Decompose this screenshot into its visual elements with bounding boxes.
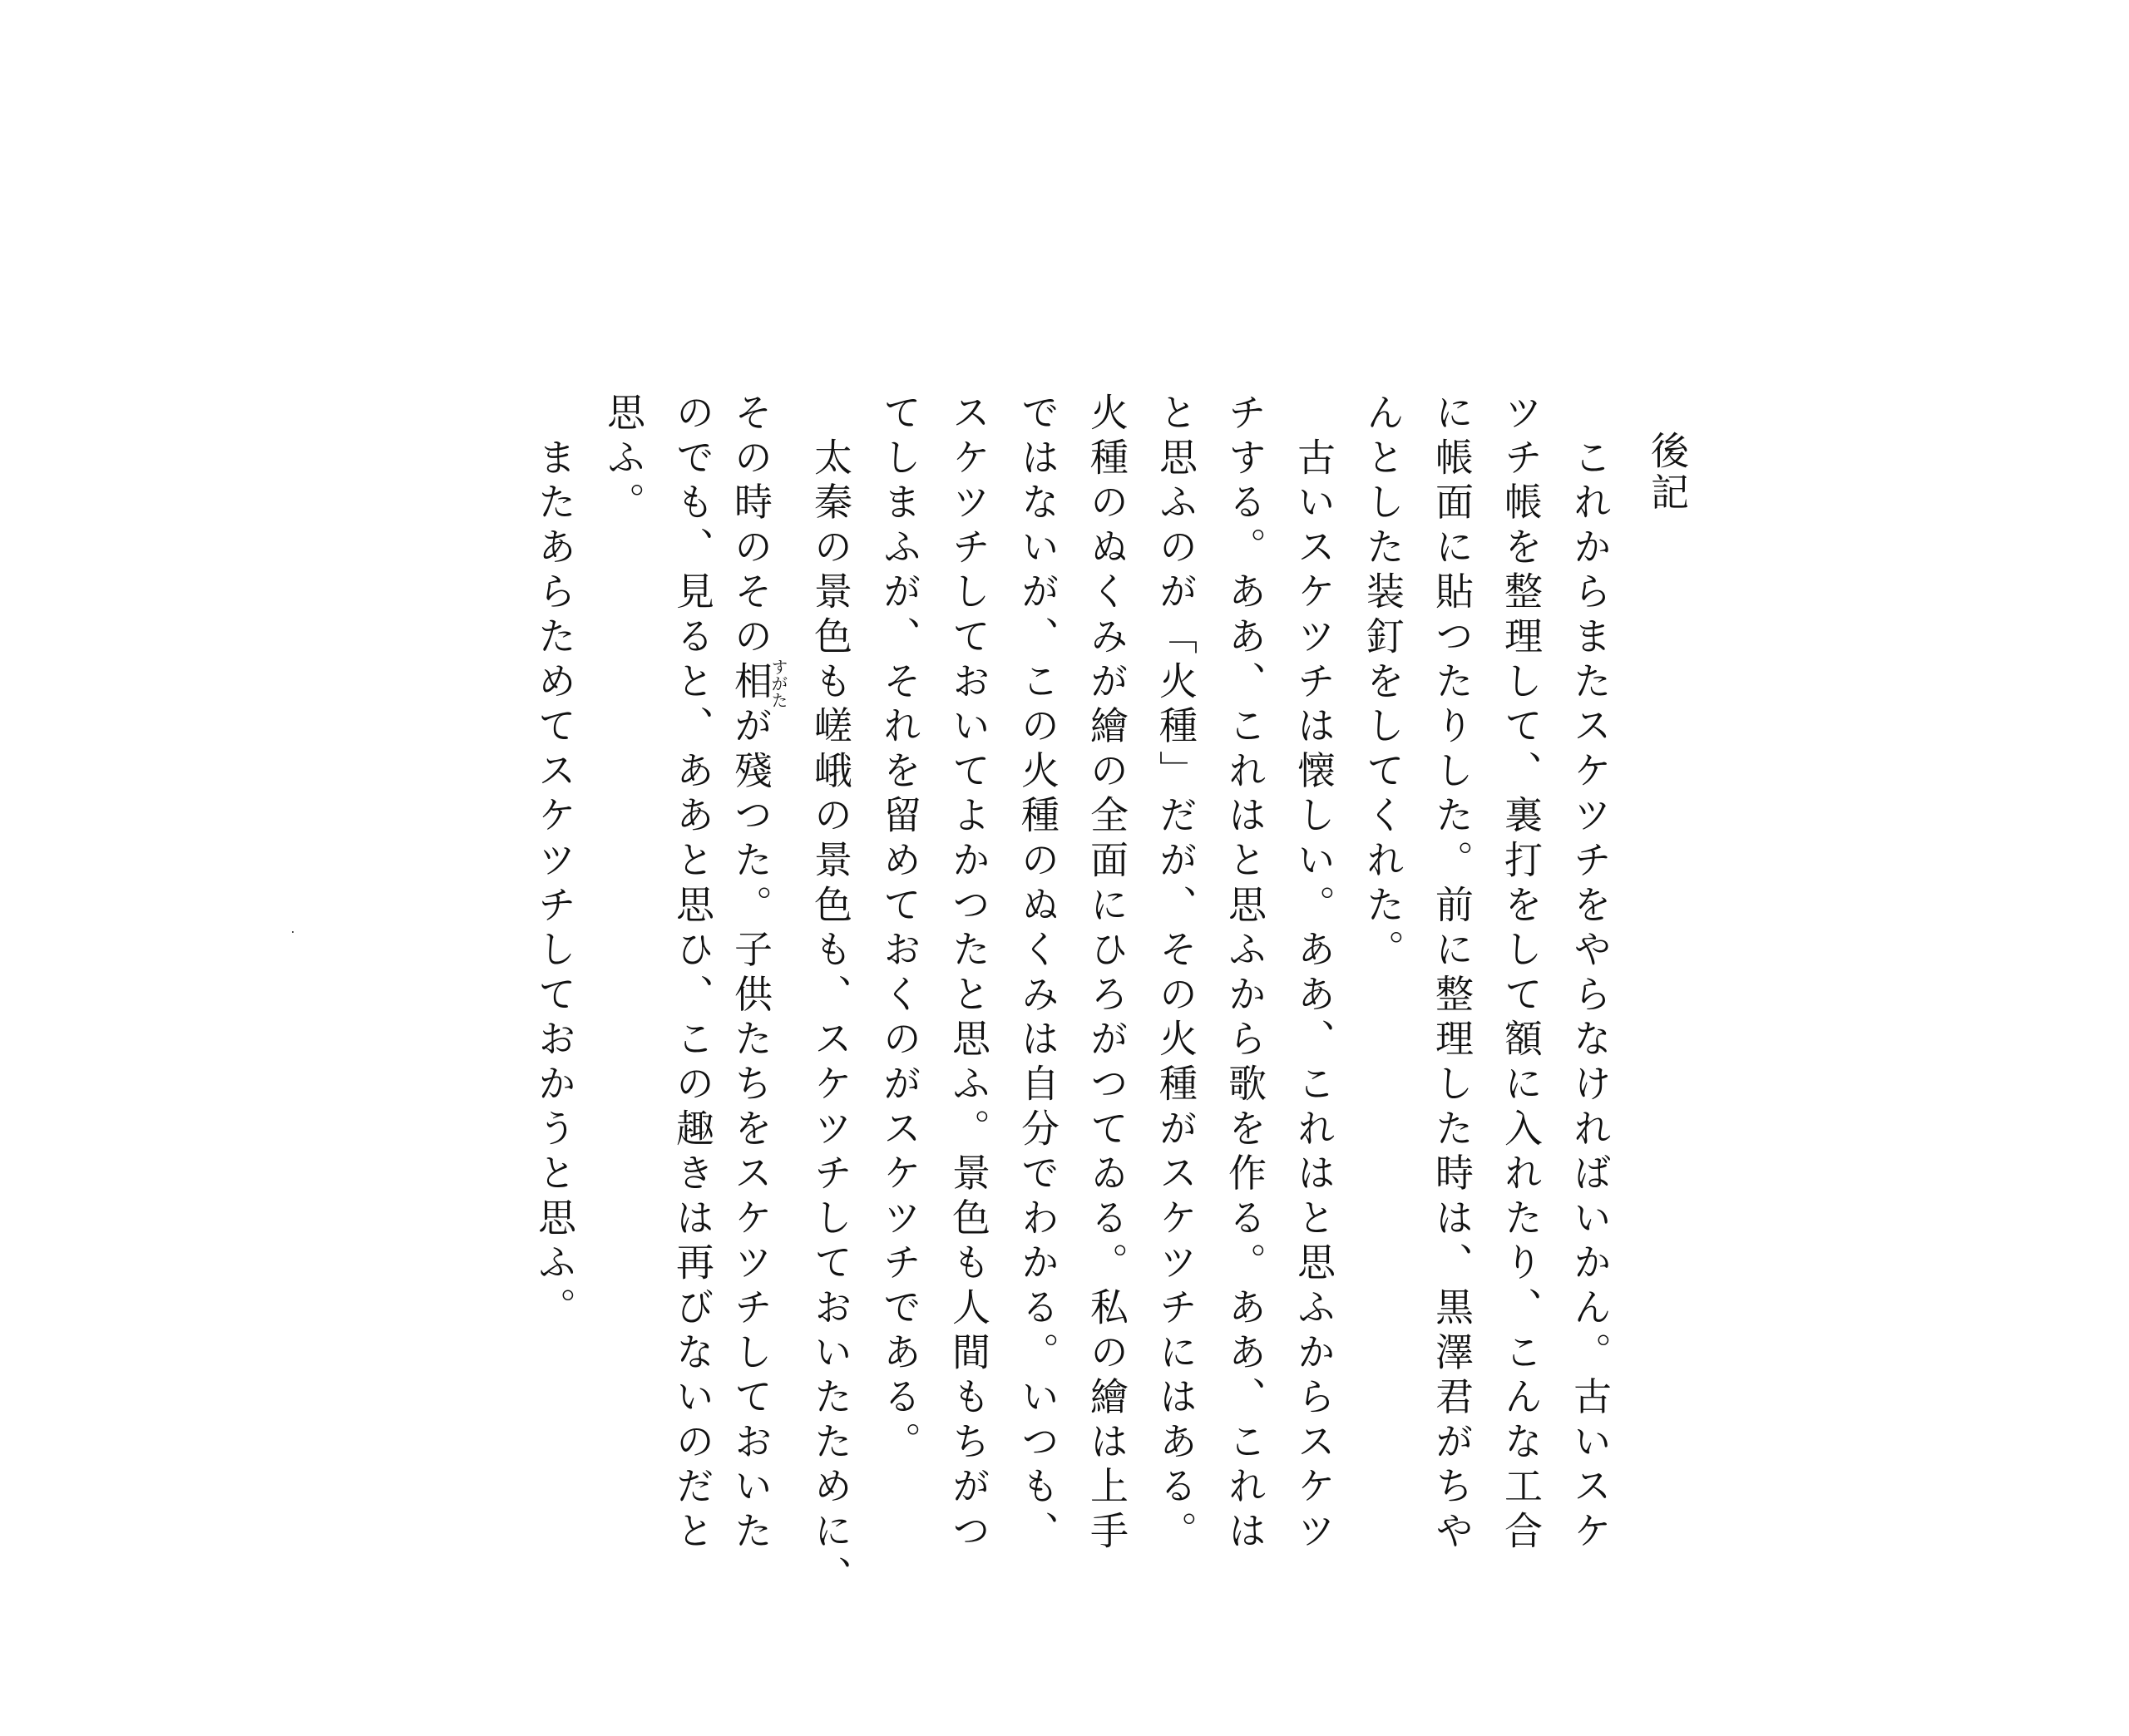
text-column-12: 太秦の景色も嵯峨の景色も、スケツチしておいたために、 xyxy=(808,392,853,1600)
text-column-13 xyxy=(729,392,788,1556)
page-title: 後記 xyxy=(1645,431,1690,514)
text-column-11: てしまふが、それを留めておくのがスケツチである。 xyxy=(877,392,922,1467)
text-column-5: 古いスケツチは懐しい。ああ、これはと思ふからスケツ xyxy=(1292,392,1336,1556)
ruby-word xyxy=(729,658,788,708)
text-column-1: これからまたスケツチをやらなければいかん。古いスケ xyxy=(1568,392,1613,1556)
ruby-line-before: その時のその xyxy=(729,392,773,661)
text-column-4: んとした装釘をしてくれた。 xyxy=(1361,392,1405,974)
text-column-15: 思ふ。 xyxy=(601,392,646,527)
text-column-9: ではないが、この火種のぬくみは自分でわかる。いつも、 xyxy=(1015,392,1060,1556)
text-column-3: に帳面に貼つたりした。前に整理した時は、黒澤君がちや xyxy=(1430,392,1474,1556)
text-column-8: 火種のぬくみが繪の全面にひろがつてゐる。私の繪は上手 xyxy=(1084,392,1129,1556)
text-column-10: スケツチしておいてよかつたと思ふ。景色も人間もちがつ xyxy=(946,392,991,1556)
ruby-base: 相 xyxy=(729,658,773,708)
scan-speck xyxy=(292,931,294,933)
text-column-16: またあらためてスケツチしておかうと思ふ。 xyxy=(532,392,577,1332)
text-column-7: と思ふのが「火種」だが、その火種がスケツチにはある。 xyxy=(1153,392,1198,1556)
text-column-6: チする。ああ、これはと思ふから歌を作る。ああ、これは xyxy=(1223,392,1267,1556)
text-column-2: ツチ帳を整理して、裏打をして額に入れたり、こんな工合 xyxy=(1499,392,1544,1556)
ruby-reading: すがた xyxy=(768,658,788,708)
ruby-line-after: が殘つた。子供たちをスケツチしておいた xyxy=(729,705,773,1556)
text-column-14: のでも、見ると、ああと思ひ、この趣きは再びないのだと xyxy=(670,392,715,1556)
